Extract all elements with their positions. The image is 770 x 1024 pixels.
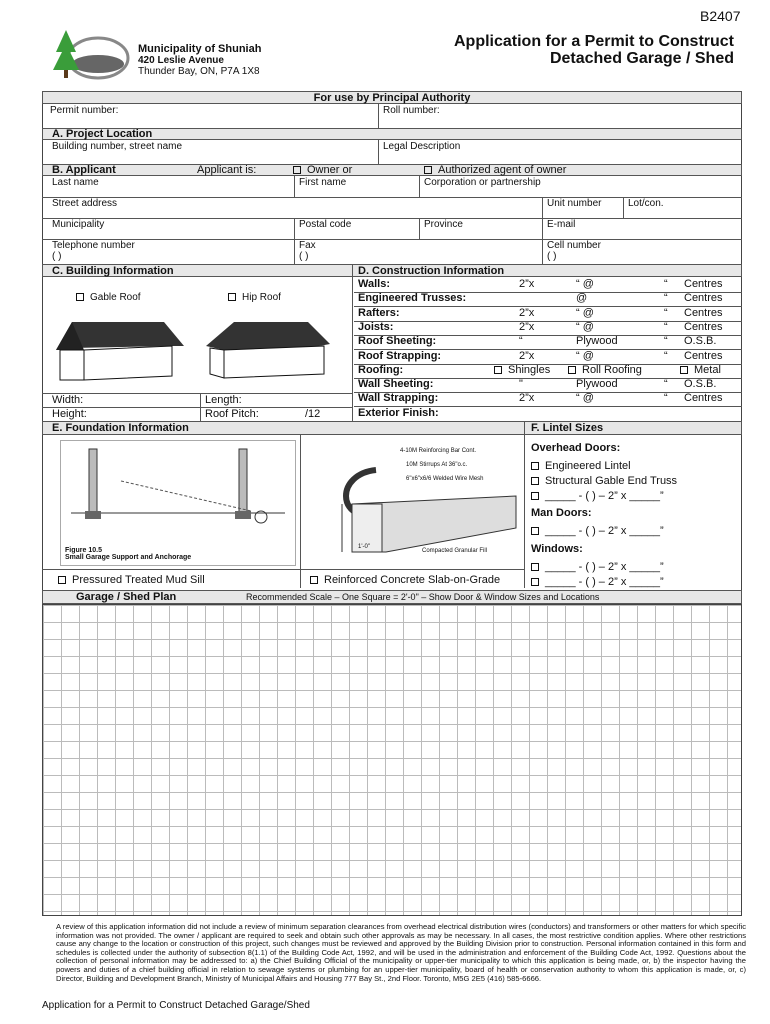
construction-row-label: Exterior Finish: [358,406,439,419]
overhead-doors-label: Overhead Doors: [531,442,621,454]
section-c-title: C. Building Information [52,265,174,277]
construction-row-a: “ [519,335,523,348]
construction-row-c: “ [664,306,668,319]
construction-row-d: O.S.B. [684,335,717,348]
construction-row-c: “ [664,335,668,348]
checkbox-icon [531,527,539,535]
construction-row-b: “ @ [576,278,594,290]
construction-row-d: O.S.B. [684,378,717,391]
address-line-2: Thunder Bay, ON, P7A 1X8 [138,66,260,77]
roof-pitch-unit: /12 [305,408,321,420]
slab-note-3: 6"x6"x6/6 Welded Wire Mesh [406,476,484,482]
construction-row-d: Centres [684,278,723,290]
engineered-lintel-label: Engineered Lintel [545,460,631,472]
construction-row-a: 2”x [519,320,535,333]
construction-row-label: Roof Strapping: [358,349,442,362]
municipality-logo [50,26,130,84]
checkbox-icon [76,293,84,301]
construction-row[interactable] [354,307,742,321]
checkbox-icon [494,366,502,374]
slab-note-1: 4-10M Reinforcing Bar Cont. [400,448,477,454]
first-name-field[interactable]: First name [299,177,347,188]
checkbox-icon [680,366,688,374]
agent-checkbox[interactable] [424,164,566,176]
windows-label: Windows: [531,543,583,555]
cell-field[interactable]: Cell number [547,240,601,251]
construction-row-d: Centres [684,349,723,362]
construction-row-label: Engineered Trusses: [358,292,467,305]
construction-row-a: " [519,378,523,391]
slab-checkbox[interactable] [310,574,500,586]
permit-number-field[interactable]: Permit number: [50,105,119,116]
construction-row[interactable] [354,392,742,406]
municipality-field[interactable]: Municipality [52,219,105,230]
mud-sill-figure [60,440,296,566]
checkbox-icon [424,166,432,174]
mud-sill-label: Pressured Treated Mud Sill [72,574,205,586]
province-field[interactable]: Province [424,219,463,230]
gable-roof-illustration [52,310,188,387]
form-title-1: Application for a Permit to Construct [453,33,734,50]
corporation-field[interactable]: Corporation or partnership [424,177,541,188]
gable-truss-label: Structural Gable End Truss [545,475,678,487]
checkbox-icon [58,576,66,584]
engineered-lintel-checkbox[interactable] [531,460,631,472]
checkbox-icon [531,477,539,485]
gable-truss-checkbox[interactable] [531,475,677,487]
man-door-size-text: _____ - ( ) – 2” x _____” [545,525,664,537]
construction-row-b: “ @ [576,349,594,362]
last-name-field[interactable]: Last name [52,177,99,188]
construction-row-c: “ [664,292,668,305]
construction-row-a: 2”x [519,349,535,362]
footer-title: Application for a Permit to Construct Detached Garage/Shed [42,1000,310,1011]
checkbox-icon [531,578,539,586]
construction-row[interactable] [354,278,742,292]
length-field[interactable]: Length: [205,394,242,406]
checkbox-icon [531,492,539,500]
construction-row-label: Roofing: [358,363,404,376]
section-f-title: F. Lintel Sizes [531,422,604,434]
roofing-option-label: Shingles [508,363,551,376]
unit-number-field[interactable]: Unit number [547,198,602,209]
owner-label: Owner or [307,164,353,176]
form-code: B2407 [700,8,741,24]
roll-number-field[interactable]: Roll number: [383,105,440,116]
postal-code-field[interactable]: Postal code [299,219,352,230]
construction-row-b [568,364,642,376]
slab-label: Reinforced Concrete Slab-on-Grade [324,574,501,586]
slab-note-2: 10M Stirrups At 36"o.c. [406,462,468,468]
applicant-is-label: Applicant is: [197,164,257,176]
window-size-text-2: _____ - ( ) – 2” x _____” [545,576,664,588]
construction-row-d: Centres [684,306,723,319]
construction-row-c: “ [664,392,668,405]
slab-note-5: 1'-0" [358,544,370,550]
height-field[interactable]: Height: [52,408,87,420]
figure-caption-1: Figure 10.5 [65,547,102,554]
construction-row-d: Centres [684,292,723,305]
form-title-2: Detached Garage / Shed [549,50,734,67]
lot-con-field[interactable]: Lot/con. [628,198,664,209]
man-door-size-row[interactable] [531,525,664,537]
construction-row-b: “ @ [576,320,594,333]
email-field[interactable]: E-mail [547,219,576,230]
address-line-1: 420 Leslie Avenue [138,55,224,66]
authority-title: For use by Principal Authority [313,92,471,104]
construction-row[interactable] [354,407,742,421]
checkbox-icon [293,166,301,174]
agent-label: Authorized agent of owner [438,164,567,176]
overhead-size-row[interactable] [531,490,664,502]
construction-row[interactable] [354,292,742,306]
legal-description-field[interactable]: Legal Description [383,141,461,152]
construction-row[interactable] [354,335,742,349]
checkbox-icon [568,366,576,374]
construction-row-d: Centres [684,320,723,333]
section-b-title: B. Applicant [52,164,116,176]
construction-row[interactable] [354,321,742,335]
checkbox-icon [310,576,318,584]
telephone-area-code: ( ) [52,251,62,262]
window-size-row-1[interactable] [531,561,664,573]
section-b-header [42,164,742,176]
construction-row-b: Plywood [576,335,618,348]
roof-pitch-field[interactable]: Roof Pitch: [205,408,259,420]
legal-notice: A review of this application information did not include a review of minimum separation clearances from overhead electrical distribution wires (conductors) and transformers or other matters for which specific information was not provided. The owner / applicant are required to seek and obtain such other approvals as may be necessary. In all cases, the most restrictive condition applies. Where other restrictions cause any change to the location or construction of this project, such changes must be reviewed and approved by the Building Division prior to construction. Personal information contained in this form and schedules is collected under the authority of subsection 8(1.1) of the Building Code Act, 1992, and will be used in the administration and enforcement of the Building Code Act, 1992. Questions about the collection of personal information may be addressed to: a) the Chief Building Official of the municipality or upper-tier municipality to which this application is being made, or, b) the inspector having the powers and duties of a chief building official in relation to sewage systems or plumbing for an upper-tier municipality, board of health or conservation authority to whom this application is made, or, c) Director, Building and Development Branch, Ministry of Municipal Affairs and Housing 777 Bay St., 2nd Floor. Toronto, M5G 2E5 (416) 585-6666. [56,922,746,983]
roofing-option-label: Metal [694,363,721,376]
section-e-title: E. Foundation Information [52,422,189,434]
construction-row-c: “ [664,378,668,391]
plan-title: Garage / Shed Plan [76,591,177,603]
fax-area-code: ( ) [299,251,309,262]
construction-row-c: “ [664,278,668,290]
construction-row-b: “ @ [576,392,594,405]
cell-area-code: ( ) [547,251,557,262]
construction-row-b: @ [576,292,588,305]
gable-roof-checkbox[interactable] [76,292,141,303]
overhead-size-text: _____ - ( ) – 2” x _____” [545,490,664,502]
construction-row-d [680,364,721,376]
construction-row-a: 2”x [519,306,535,319]
roofing-option-label: Roll Roofing [582,363,642,376]
figure-caption-2: Small Garage Support and Anchorage [65,554,192,561]
construction-row-a: 2”x [519,278,535,290]
construction-row-label: Rafters: [358,306,400,319]
gable-roof-label: Gable Roof [90,292,141,303]
construction-row-label: Walls: [358,278,390,290]
construction-row-label: Roof Sheeting: [358,335,437,348]
checkbox-icon [531,462,539,470]
width-field[interactable]: Width: [52,394,84,406]
construction-row[interactable] [354,378,742,392]
construction-row-b: “ @ [576,306,594,319]
checkbox-icon [228,293,236,301]
construction-row-label: Wall Strapping: [358,392,439,405]
municipality-name: Municipality of Shuniah [138,43,262,55]
construction-row-c: “ [664,320,668,333]
construction-row-label: Wall Sheeting: [358,378,434,391]
slab-note-4: Compacted Granular Fill [422,548,488,554]
hip-roof-label: Hip Roof [242,292,281,303]
construction-row[interactable] [354,364,742,378]
fax-field[interactable]: Fax [299,240,316,251]
construction-row-d: Centres [684,392,723,405]
building-street-field[interactable]: Building number, street name [52,141,183,152]
slab-on-grade-figure [306,440,520,566]
hip-roof-checkbox[interactable] [228,292,281,303]
construction-row-b: Plywood [576,378,618,391]
section-d-title: D. Construction Information [358,265,505,277]
construction-row-c: “ [664,349,668,362]
checkbox-icon [531,563,539,571]
owner-checkbox[interactable] [293,164,352,176]
street-address-field[interactable]: Street address [52,198,118,209]
section-a-title: A. Project Location [52,128,153,140]
man-doors-label: Man Doors: [531,507,592,519]
construction-row-a: 2”x [519,392,535,405]
window-size-text-1: _____ - ( ) – 2” x _____” [545,561,664,573]
construction-row[interactable] [354,350,742,364]
construction-row-label: Joists: [358,320,394,333]
plan-scale-note: Recommended Scale – One Square = 2'-0" – Show Door & Window Sizes and Locations [246,592,600,602]
window-size-row-2[interactable] [531,576,664,588]
construction-row-a [494,364,550,376]
telephone-field[interactable]: Telephone number [52,240,135,251]
mud-sill-checkbox[interactable] [58,574,205,586]
hip-roof-illustration [204,310,332,387]
plan-grid[interactable] [42,604,742,916]
